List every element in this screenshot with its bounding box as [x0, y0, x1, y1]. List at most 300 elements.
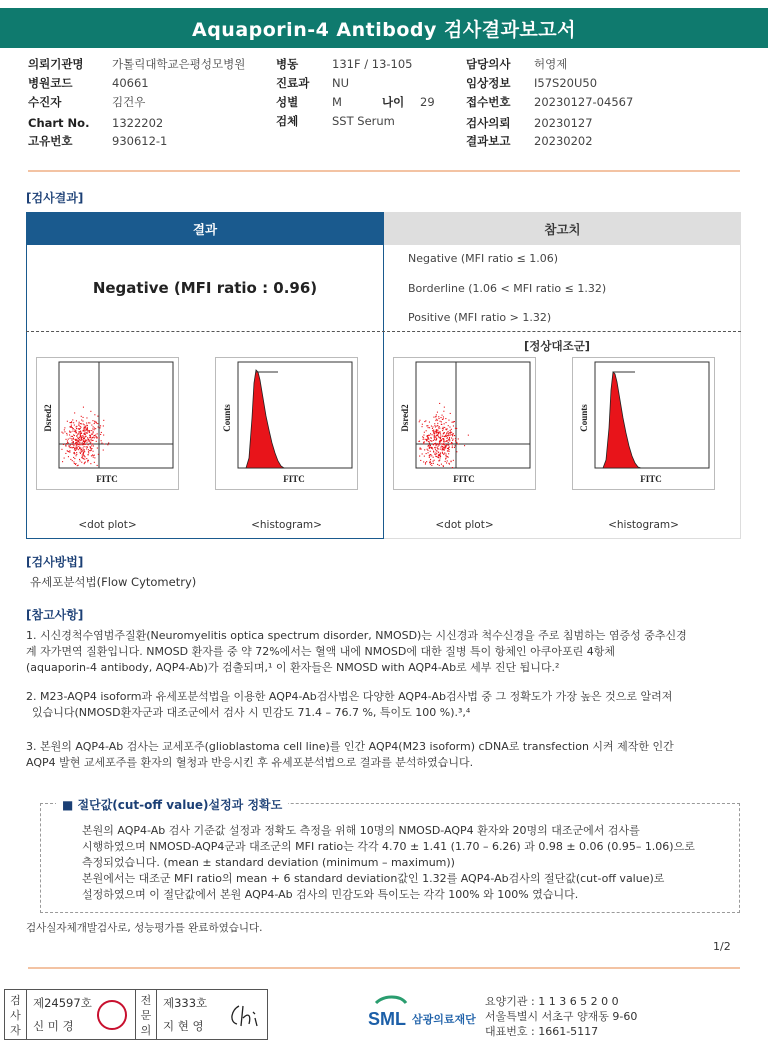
scatter-dot	[426, 430, 427, 431]
scatter-dot	[94, 455, 95, 456]
scatter-dot	[448, 435, 449, 436]
scatter-dot	[71, 438, 72, 439]
cutoff-line: 설정하였으며 이 절단값에서 본원 AQP4-Ab 검사의 민감도와 특이도는 각각 100% 와 100% 였습니다.	[82, 888, 579, 901]
scatter-dot	[73, 447, 74, 448]
scatter-dot	[70, 422, 71, 423]
info-label: 진료과	[276, 76, 310, 90]
scatter-dot	[80, 452, 81, 453]
scatter-dot	[428, 427, 429, 428]
scatter-dot	[93, 431, 94, 432]
scatter-dot	[86, 448, 87, 449]
scatter-dot	[83, 438, 84, 439]
scatter-dot	[428, 439, 429, 440]
scatter-dot	[91, 425, 92, 426]
scatter-dot	[447, 456, 448, 457]
handwritten-signature	[227, 1002, 263, 1030]
scatter-dot	[435, 431, 436, 432]
scatter-dot	[434, 454, 435, 455]
scatter-dot	[87, 442, 88, 443]
scatter-dot	[440, 433, 441, 434]
note-line: AQP4 발현 교세포주를 환자의 혈청과 반응시킨 후 유세포분석법으로 결과를 분석하였습니다.	[26, 756, 474, 769]
scatter-dot	[427, 436, 428, 437]
note-line: 있습니다(NMOSD환자군과 대조군에서 검사 시 민감도 71.4 – 76.7 %, 특이도 100 %).³,⁴	[32, 706, 471, 719]
scatter-dot	[451, 443, 452, 444]
patient-dot-plot	[36, 357, 179, 490]
scatter-dot	[435, 456, 436, 457]
info-value: NU	[332, 76, 350, 90]
scatter-dot	[433, 440, 434, 441]
scatter-dot	[91, 439, 92, 440]
scatter-dot	[88, 438, 89, 439]
scatter-dot	[86, 458, 87, 459]
scatter-dot	[90, 437, 91, 438]
scatter-dot	[432, 428, 433, 429]
scatter-dot	[75, 440, 76, 441]
scatter-dot	[440, 436, 441, 437]
scatter-dot	[85, 427, 86, 428]
cutoff-line: 시행하였으며 NMOSD-AQP4군과 대조군의 MFI ratio는 각각 4.70 ± 1.41 (1.70 – 6.26) 과 0.98 ± 0.06 (0.95– 1.06)으로	[82, 840, 695, 853]
scatter-dot	[444, 444, 445, 445]
scatter-dot	[76, 442, 77, 443]
scatter-dot	[68, 443, 69, 444]
scatter-dot	[78, 438, 79, 439]
scatter-dot	[100, 425, 101, 426]
scatter-dot	[436, 435, 437, 436]
scatter-dot	[427, 425, 428, 426]
scatter-dot	[447, 444, 448, 445]
scatter-dot	[452, 422, 453, 423]
scatter-dot	[82, 442, 83, 443]
scatter-dot	[65, 445, 66, 446]
scatter-dot	[443, 411, 444, 412]
scatter-dot	[449, 438, 450, 439]
scatter-dot	[442, 428, 443, 429]
scatter-dot	[76, 428, 77, 429]
scatter-dot	[81, 462, 82, 463]
scatter-dot	[84, 429, 85, 430]
scatter-dot	[90, 411, 91, 412]
scatter-dot	[63, 444, 64, 445]
scatter-dot	[437, 444, 438, 445]
scatter-dot	[74, 425, 75, 426]
scatter-dot	[430, 459, 431, 460]
signer2-role	[135, 990, 157, 1039]
info-value: 29	[420, 95, 435, 109]
scatter-dot	[433, 431, 434, 432]
scatter-dot	[430, 437, 431, 438]
scatter-dot	[425, 464, 426, 465]
info-label: 수진자	[28, 95, 62, 109]
scatter-dot	[447, 440, 448, 441]
scatter-dot	[87, 444, 88, 445]
scatter-dot	[436, 432, 437, 433]
scatter-dot	[73, 445, 74, 446]
info-value: 가톨릭대학교은평성모병원	[112, 57, 246, 71]
scatter-dot	[428, 445, 429, 446]
scatter-dot	[419, 420, 420, 421]
scatter-dot	[442, 453, 443, 454]
scatter-dot	[70, 459, 71, 460]
scatter-dot	[450, 431, 451, 432]
scatter-dot	[91, 448, 92, 449]
scatter-dot	[88, 449, 89, 450]
note-line: 1. 시신경척수염범주질환(Neuromyelitis optica spectrum disorder, NMOSD)는 시신경과 척수신경을 주로 침범하는 염증성 중추신경	[26, 629, 687, 642]
scatter-dot	[74, 412, 75, 413]
scatter-dot	[430, 454, 431, 455]
scatter-dot	[422, 453, 423, 454]
role-char: 의	[140, 1024, 152, 1037]
scatter-dot	[82, 456, 83, 457]
scatter-dot	[424, 421, 425, 422]
scatter-dot	[104, 444, 105, 445]
info-value: 1322202	[112, 116, 164, 130]
scatter-dot	[103, 450, 104, 451]
scatter-dot	[83, 430, 84, 431]
scatter-dot	[84, 446, 85, 447]
scatter-dot	[444, 447, 445, 448]
scatter-dot	[76, 452, 77, 453]
scatter-dot	[66, 443, 67, 444]
scatter-dot	[435, 426, 436, 427]
scatter-dot	[446, 454, 447, 455]
scatter-dot	[84, 441, 85, 442]
info-value: M	[332, 95, 342, 109]
histogram-xlabel: FITC	[283, 474, 305, 484]
scatter-dot	[432, 434, 433, 435]
scatter-dot	[431, 426, 432, 427]
scatter-dot	[83, 455, 84, 456]
scatter-dot	[424, 456, 425, 457]
scatter-dot	[433, 417, 434, 418]
scatter-dot	[84, 459, 85, 460]
scatter-dot	[80, 427, 81, 428]
scatter-dot	[435, 436, 436, 437]
footer-note: 검사실자체개발검사로, 성능평가를 완료하였습니다.	[26, 922, 263, 934]
scatter-dot	[436, 414, 437, 415]
scatter-dot	[449, 427, 450, 428]
scatter-dot	[447, 428, 448, 429]
scatter-dot	[74, 453, 75, 454]
scatter-dot	[97, 448, 98, 449]
scatter-dot	[94, 435, 95, 436]
scatter-dot	[447, 451, 448, 452]
info-label: 고유번호	[28, 134, 73, 148]
scatter-dot	[81, 420, 82, 421]
control-group-title: [정상대조군]	[524, 339, 591, 353]
scatter-dot	[82, 450, 83, 451]
scatter-dot	[64, 429, 65, 430]
scatter-dot	[440, 440, 441, 441]
scatter-dot	[80, 453, 81, 454]
scatter-dot	[82, 439, 83, 440]
scatter-dot	[88, 452, 89, 453]
scatter-dot	[448, 453, 449, 454]
scatter-dot	[77, 465, 78, 466]
scatter-dot	[453, 425, 454, 426]
scatter-dot	[427, 438, 428, 439]
scatter-dot	[432, 448, 433, 449]
scatter-dot	[82, 444, 83, 445]
scatter-dot	[428, 441, 429, 442]
scatter-dot	[436, 431, 437, 432]
info-label: 검사의뢰	[466, 116, 511, 130]
scatter-dot	[62, 461, 63, 462]
scatter-dot	[439, 418, 440, 419]
signer2-license: 제333호	[163, 996, 208, 1010]
scatter-dot	[435, 416, 436, 417]
scatter-dot	[61, 432, 62, 433]
scatter-dot	[440, 447, 441, 448]
scatter-dot	[453, 460, 454, 461]
scatter-dot	[434, 460, 435, 461]
scatter-dot	[454, 421, 455, 422]
info-value: I57S20U50	[534, 76, 598, 90]
scatter-dot	[74, 429, 75, 430]
scatter-dot	[79, 422, 80, 423]
note-2	[26, 689, 744, 721]
scatter-dot	[424, 432, 425, 433]
scatter-dot	[99, 437, 100, 438]
scatter-dot	[85, 444, 86, 445]
scatter-dot	[441, 424, 442, 425]
scatter-dot	[65, 453, 66, 454]
scatter-dot	[427, 450, 428, 451]
scatter-dot	[88, 451, 89, 452]
scatter-dot	[431, 465, 432, 466]
scatter-dot	[426, 453, 427, 454]
scatter-dot	[64, 458, 65, 459]
scatter-dot	[89, 440, 90, 441]
scatter-dot	[437, 435, 438, 436]
scatter-dot	[434, 439, 435, 440]
scatter-dot	[80, 423, 81, 424]
scatter-dot	[429, 435, 430, 436]
scatter-dot	[426, 461, 427, 462]
scatter-dot	[430, 433, 431, 434]
scatter-dot	[69, 452, 70, 453]
scatter-dot	[447, 460, 448, 461]
method-section-title: [검사방법]	[26, 555, 84, 569]
scatter-dot	[433, 444, 434, 445]
scatter-dot	[436, 426, 437, 427]
scatter-dot	[93, 445, 94, 446]
cutoff-title: ■ 절단값(cut-off value)설정과 정확도	[56, 796, 288, 813]
scatter-dot	[83, 433, 84, 434]
scatter-dot	[438, 446, 439, 447]
scatter-dot	[439, 465, 440, 466]
scatter-dot	[437, 423, 438, 424]
note-line: (aquaporin-4 antibody, AQP4-Ab)가 검출되며,¹ 이 환자들은 NMOSD with AQP4-Ab로 세부 진단 됩니다.²	[26, 661, 560, 674]
info-label: 의뢰기관명	[28, 57, 84, 71]
scatter-dot	[71, 421, 72, 422]
scatter-dot	[70, 438, 71, 439]
scatter-dot	[84, 426, 85, 427]
scatter-dot	[429, 422, 430, 423]
note-line: 3. 본원의 AQP4-Ab 검사는 교세포주(glioblastoma cell line)를 인간 AQP4(M23 isoform) cDNA로 transfection 시켜 제작한 인간	[26, 740, 674, 753]
scatter-dot	[431, 455, 432, 456]
info-label: 접수번호	[466, 95, 511, 109]
note-line: 계 자가면역 질환입니다. NMOSD 환자를 중 약 72%에서는 혈액 내에 NMOSD에 대한 질병 특이 항체인 아쿠아포린 4항체	[26, 645, 615, 658]
scatter-dot	[76, 432, 77, 433]
scatter-dot	[447, 435, 448, 436]
scatter-dot	[429, 442, 430, 443]
scatter-dot	[82, 421, 83, 422]
scatter-dot	[453, 433, 454, 434]
info-value: 930612-1	[112, 134, 168, 148]
scatter-dot	[68, 451, 69, 452]
scatter-dot	[437, 431, 438, 432]
scatter-dot	[429, 457, 430, 458]
scatter-dot	[442, 449, 443, 450]
scatter-dot	[94, 462, 95, 463]
scatter-dot	[453, 422, 454, 423]
scatter-dot	[449, 464, 450, 465]
scatter-dot	[445, 448, 446, 449]
info-label: 병동	[276, 57, 299, 71]
scatter-dot	[98, 454, 99, 455]
scatter-dot	[68, 456, 69, 457]
scatter-dot	[436, 438, 437, 439]
scatter-dot	[434, 423, 435, 424]
scatter-dot	[440, 452, 441, 453]
scatter-dot	[74, 448, 75, 449]
org-logo-text: SML	[368, 1009, 406, 1029]
scatter-dot	[91, 434, 92, 435]
org-line: 서울특별시 서초구 양재동 9-60	[485, 1010, 638, 1023]
scatter-dot	[454, 435, 455, 436]
scatter-dot	[420, 447, 421, 448]
scatter-dot	[422, 426, 423, 427]
info-value: 20230202	[534, 134, 593, 148]
info-value: 김건우	[112, 95, 146, 109]
scatter-dot	[422, 424, 423, 425]
scatter-dot	[441, 417, 442, 418]
scatter-dot	[435, 452, 436, 453]
control-dot-plot-ylabel: Dsred2	[400, 404, 410, 432]
scatter-dot	[426, 440, 427, 441]
scatter-dot	[86, 423, 87, 424]
scatter-dot	[90, 450, 91, 451]
scatter-dot	[444, 439, 445, 440]
scatter-dot	[448, 448, 449, 449]
scatter-dot	[78, 444, 79, 445]
scatter-dot	[438, 455, 439, 456]
scatter-dot	[72, 436, 73, 437]
scatter-dot	[71, 444, 72, 445]
scatter-dot	[80, 433, 81, 434]
scatter-dot	[76, 445, 77, 446]
info-label: 담당의사	[466, 57, 511, 71]
role-char: 사	[10, 1009, 21, 1022]
scatter-dot	[83, 448, 84, 449]
scatter-dot	[454, 447, 455, 448]
scatter-dot	[430, 462, 431, 463]
scatter-dot	[70, 431, 71, 432]
scatter-dot	[433, 461, 434, 462]
scatter-dot	[86, 440, 87, 441]
signature-box	[4, 989, 268, 1040]
dashed-divider	[26, 331, 741, 332]
scatter-dot	[107, 444, 108, 445]
scatter-dot	[108, 442, 109, 443]
scatter-dot	[81, 449, 82, 450]
scatter-dot	[88, 430, 89, 431]
scatter-dot	[434, 425, 435, 426]
scatter-dot	[448, 431, 449, 432]
dot-plot-caption: <dot plot>	[78, 519, 137, 531]
scatter-dot	[76, 454, 77, 455]
scatter-dot	[87, 437, 88, 438]
scatter-dot	[451, 442, 452, 443]
scatter-dot	[87, 431, 88, 432]
result-value: Negative (MFI ratio : 0.96)	[92, 279, 318, 297]
scatter-dot	[91, 455, 92, 456]
scatter-dot	[76, 439, 77, 440]
scatter-dot	[73, 457, 74, 458]
scatter-dot	[442, 419, 443, 420]
scatter-dot	[76, 426, 77, 427]
scatter-dot	[435, 420, 436, 421]
scatter-dot	[448, 439, 449, 440]
scatter-dot	[434, 447, 435, 448]
scatter-dot	[446, 433, 447, 434]
scatter-dot	[93, 426, 94, 427]
scatter-dot	[70, 427, 71, 428]
scatter-dot	[100, 434, 101, 435]
scatter-dot	[66, 439, 67, 440]
scatter-dot	[103, 425, 104, 426]
scatter-dot	[89, 422, 90, 423]
scatter-dot	[93, 432, 94, 433]
scatter-dot	[82, 435, 83, 436]
scatter-dot	[84, 462, 85, 463]
scatter-dot	[78, 440, 79, 441]
scatter-dot	[90, 442, 91, 443]
scatter-dot	[101, 432, 102, 433]
scatter-dot	[92, 434, 93, 435]
scatter-dot	[95, 435, 96, 436]
scatter-dot	[79, 429, 80, 430]
scatter-dot	[82, 458, 83, 459]
scatter-dot	[440, 434, 441, 435]
scatter-dot	[452, 446, 453, 447]
info-value: 40661	[112, 76, 149, 90]
report-title: Aquaporin-4 Antibody 검사결과보고서	[0, 8, 768, 48]
scatter-dot	[423, 461, 424, 462]
histogram-caption: <histogram>	[251, 519, 322, 531]
scatter-dot	[97, 433, 98, 434]
scatter-dot	[438, 416, 439, 417]
scatter-dot	[429, 448, 430, 449]
scatter-dot	[436, 419, 437, 420]
scatter-dot	[74, 452, 75, 453]
scatter-dot	[71, 440, 72, 441]
scatter-dot	[423, 439, 424, 440]
scatter-dot	[442, 446, 443, 447]
role-char: 문	[140, 1009, 152, 1022]
info-label: Chart No.	[28, 116, 90, 130]
scatter-dot	[443, 465, 444, 466]
scatter-dot	[443, 416, 444, 417]
scatter-dot	[94, 421, 95, 422]
scatter-dot	[436, 444, 437, 445]
scatter-dot	[444, 449, 445, 450]
scatter-dot	[429, 455, 430, 456]
scatter-dot	[437, 464, 438, 465]
info-value: SST Serum	[332, 114, 395, 128]
scatter-dot	[73, 434, 74, 435]
scatter-dot	[433, 433, 434, 434]
